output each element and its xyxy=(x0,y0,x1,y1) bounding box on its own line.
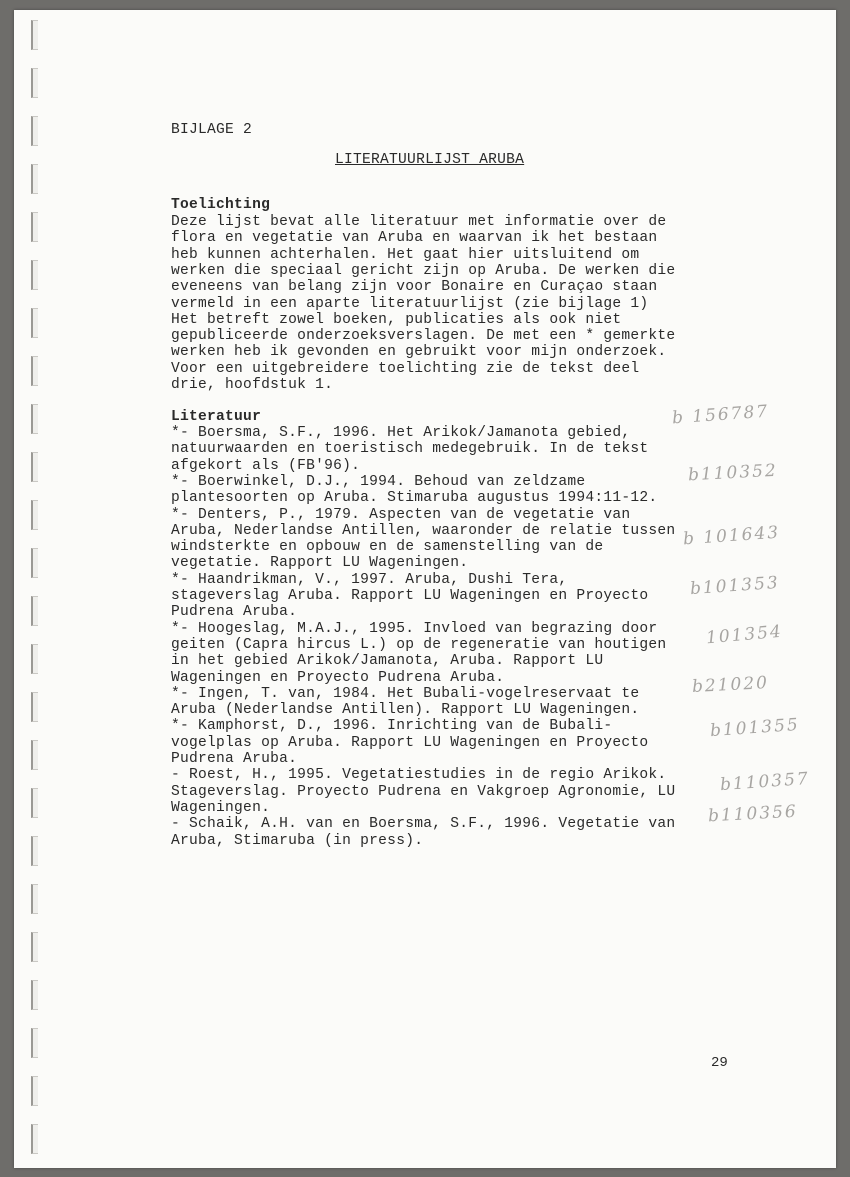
binding-hole xyxy=(31,212,38,242)
reference-line: Pudrena Aruba. xyxy=(171,604,298,621)
binding-hole xyxy=(31,932,38,962)
intro-heading: Toelichting xyxy=(171,197,271,213)
handwritten-catalog-note: b 156787 xyxy=(671,401,770,429)
intro-line: heb kunnen achterhalen. Het gaat hier uitsluitend om xyxy=(171,246,640,263)
reference-line: Wageningen. xyxy=(171,799,271,816)
reference-line: *- Boersma, S.F., 1996. Het Arikok/Jamanota gebied, xyxy=(171,425,631,441)
reference-line: afgekort als (FB'96). xyxy=(171,457,361,474)
binding-hole xyxy=(31,260,38,290)
reference-line: *- Kamphorst, D., 1996. Inrichting van de Bubali- xyxy=(171,718,613,735)
binding-hole xyxy=(31,404,38,434)
intro-line: Het betreft zowel boeken, publicaties als ook niet xyxy=(171,311,622,328)
intro-line: eveneens van belang zijn voor Bonaire en Curaçao staan xyxy=(171,279,658,296)
reference-line: Aruba, Nederlandse Antillen, waaronder de relatie tussen xyxy=(171,522,676,539)
reference-line: *- Boerwinkel, D.J., 1994. Behoud van zeldzame xyxy=(171,473,586,490)
binding-hole xyxy=(31,308,38,338)
binding-hole xyxy=(31,116,38,146)
reference-line: *- Ingen, T. van, 1984. Het Bubali-vogelreservaat te xyxy=(171,685,640,702)
binding-hole xyxy=(31,548,38,578)
reference-line: plantesoorten op Aruba. Stimaruba augustus 1994:11-12. xyxy=(171,490,658,507)
reference-line: Aruba, Stimaruba (in press). xyxy=(171,832,424,849)
reference-line: vegetatie. Rapport LU Wageningen. xyxy=(171,555,469,572)
literature-heading: Literatuur xyxy=(171,409,262,425)
reference-line: geiten (Capra hircus L.) op de regeneratie van houtigen xyxy=(171,636,667,653)
binding-hole xyxy=(31,788,38,818)
binding-hole xyxy=(31,692,38,722)
document-page xyxy=(14,10,836,1168)
handwritten-catalog-note: b21020 xyxy=(691,672,770,698)
intro-line: Voor een uitgebreidere toelichting zie de tekst deel xyxy=(171,360,640,377)
binding-hole xyxy=(31,500,38,530)
handwritten-catalog-note: b101355 xyxy=(709,714,801,742)
binding-hole xyxy=(31,68,38,98)
binding-hole xyxy=(31,596,38,626)
reference-line: *- Haandrikman, V., 1997. Aruba, Dushi Tera, xyxy=(171,571,568,588)
reference-line: *- Hoogeslag, M.A.J., 1995. Invloed van begrazing door xyxy=(171,620,658,637)
handwritten-catalog-note: b110352 xyxy=(687,460,779,486)
reference-line: stageverslag Aruba. Rapport LU Wageningen en Proyecto xyxy=(171,588,649,604)
binding-hole xyxy=(31,980,38,1010)
reference-line: - Schaik, A.H. van en Boersma, S.F., 1996. Vegetatie van xyxy=(171,816,676,833)
reference-line: vogelplas op Aruba. Rapport LU Wageningen en Proyecto xyxy=(171,734,649,751)
reference-line: *- Denters, P., 1979. Aspecten van de vegetatie van xyxy=(171,506,631,523)
binding-hole xyxy=(31,1028,38,1058)
binding-hole xyxy=(31,452,38,482)
binding-hole xyxy=(31,1076,38,1106)
reference-line: - Roest, H., 1995. Vegetatiestudies in de regio Arikok. xyxy=(171,767,667,784)
binding-hole xyxy=(31,20,38,50)
handwritten-catalog-note: b110357 xyxy=(719,768,811,796)
intro-line: gepubliceerde onderzoeksverslagen. De met een * gemerkte xyxy=(171,328,676,345)
handwritten-catalog-note: 101354 xyxy=(705,621,784,649)
binding-hole xyxy=(31,356,38,386)
appendix-label: BIJLAGE 2 xyxy=(171,122,253,138)
handwritten-catalog-note: b 101643 xyxy=(682,522,781,550)
handwritten-catalog-note: b110356 xyxy=(707,801,799,827)
intro-line: Deze lijst bevat alle literatuur met informatie over de xyxy=(171,214,667,230)
binding-hole xyxy=(31,836,38,866)
document-title: LITERATUURLIJST ARUBA xyxy=(335,152,525,168)
intro-line: vermeld in een aparte literatuurlijst (zie bijlage 1) xyxy=(171,295,649,312)
reference-line: Stageverslag. Proyecto Pudrena en Vakgroep Agronomie, LU xyxy=(171,783,676,800)
page-number: 29 xyxy=(711,1055,728,1071)
reference-line: Aruba (Nederlandse Antillen). Rapport LU Wageningen. xyxy=(171,702,640,719)
intro-line: drie, hoofdstuk 1. xyxy=(171,377,334,393)
reference-line: Pudrena Aruba. xyxy=(171,751,298,767)
intro-line: werken die speciaal gericht zijn op Aruba. De werken die xyxy=(171,262,676,279)
binding-hole xyxy=(31,164,38,194)
reference-line: windsterkte en opbouw en de samenstelling van de xyxy=(171,539,604,556)
binding-hole xyxy=(31,740,38,770)
handwritten-catalog-note: b101353 xyxy=(689,572,781,600)
binding-hole xyxy=(31,1124,38,1154)
binding-hole xyxy=(31,644,38,674)
intro-line: flora en vegetatie van Aruba en waarvan ik het bestaan xyxy=(171,230,658,247)
reference-line: natuurwaarden en toeristisch medegebruik. In de tekst xyxy=(171,441,649,458)
reference-line: in het gebied Arikok/Jamanota, Aruba. Rapport LU xyxy=(171,653,604,670)
reference-line: Wageningen en Proyecto Pudrena Aruba. xyxy=(171,669,505,686)
intro-line: werken heb ik gevonden en gebruikt voor mijn onderzoek. xyxy=(171,344,667,361)
binding-holes xyxy=(28,10,48,1168)
binding-hole xyxy=(31,884,38,914)
